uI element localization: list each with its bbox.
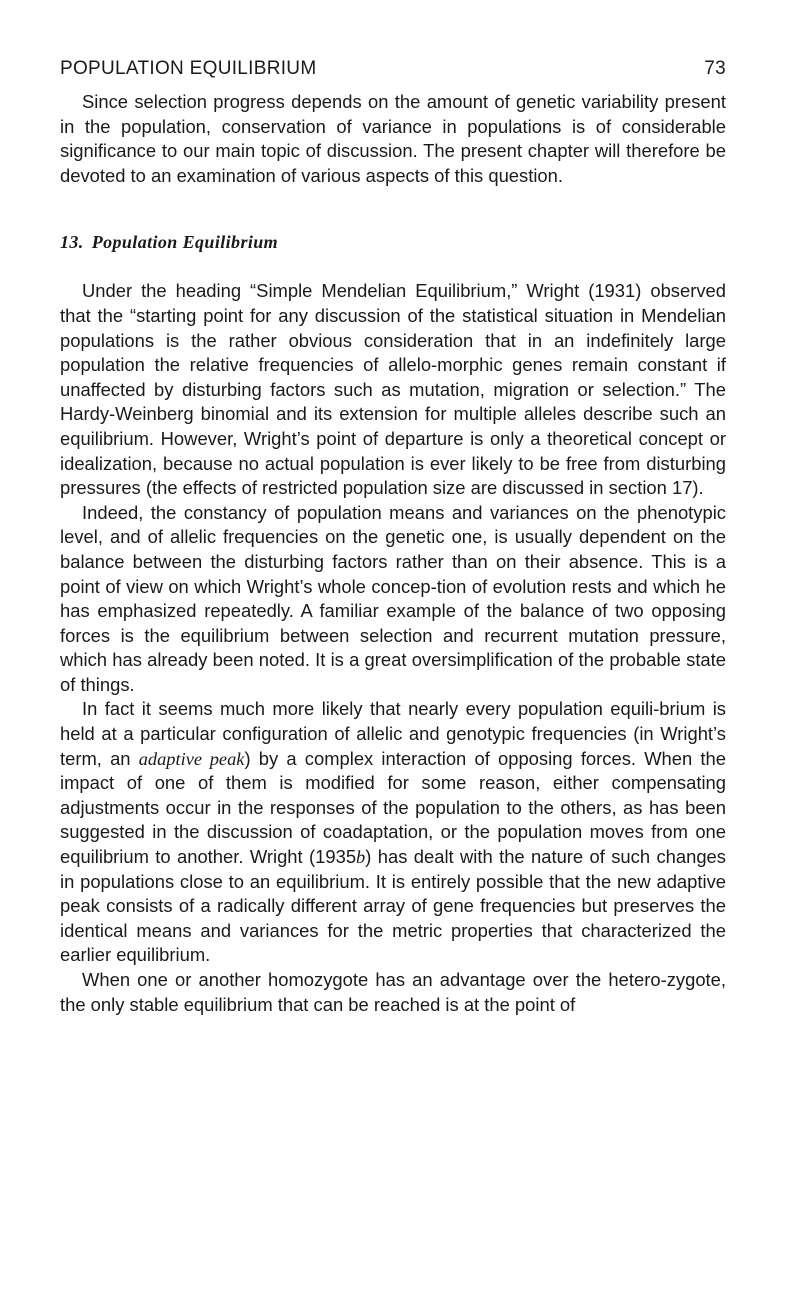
section-number: 13. — [60, 232, 84, 253]
intro-paragraph: Since selection progress depends on the amount of genetic variability present in the population, conservation of variance in populations is of considerable significance to our main topic of discussion. The present chapter will therefore be devoted to an examination of various aspects of this question. — [60, 91, 726, 186]
body-paragraph-2: Indeed, the constancy of population means and variances on the phenotypic level, and of allelic frequencies on the genetic one, is usually dependent on the balance between the disturbing factors rather than on their absence. This is a point of view on which Wright’s whole concep-tion of evolution rests and which he has emphasized repeatedly. A familiar example of the balance of two opposing forces is the equilibrium between selection and recurrent mutation pressure, which has already been noted. It is a great oversimplification of the probable state of things. — [60, 501, 726, 695]
section-title: Population Equilibrium — [91, 232, 279, 253]
book-page — [60, 58, 726, 1017]
running-title: POPULATION EQUILIBRIUM — [60, 58, 317, 79]
paragraph-3-text-c: ) has dealt with the nature of such changes in populations close to an equilibrium. It is entirely possible that the new adaptive peak consists of a radically different array of gene frequencies but preserves the identical means and variances for the metric properties that characterized the earlier equilibrium. — [60, 846, 726, 966]
section-heading — [60, 232, 726, 253]
paragraph-3-text-b: ) by a complex interaction of opposing forces. When the impact of one of them is modified for some reason, either compensating adjustments occur in the responses of the population to the others, as has been suggested in the discussion of coadaptation, or the population moves from one equilibrium to another. Wright (1935 — [60, 747, 726, 868]
body-paragraph-1: Under the heading “Simple Mendelian Equilibrium,” Wright (1931) observed that the “starting point for any discussion of the statistical situation in Mendelian populations is the rather obvious consideration that in an indefinitely large population the relative frequencies of allelo-morphic genes remain constant if unaffected by disturbing factors such as mutation, migration or selection.” The Hardy-Weinberg binomial and its extension for multiple alleles describe such an equilibrium. However, Wright’s point of departure is only a theoretical concept or idealization, because no actual population is ever likely to be free from disturbing pressures (the effects of restricted population size are discussed in section 17). — [60, 280, 726, 499]
body-paragraph-3 — [60, 697, 726, 968]
running-head — [60, 58, 726, 80]
body-paragraph-4: When one or another homozygote has an advantage over the hetero-zygote, the only stable equilibrium that can be reached is at the point of — [60, 969, 726, 1015]
paragraph-3-text-a: In fact it seems much more likely that nearly every population equili-brium is held at a particular configuration of allelic and genotypic frequencies (in Wright’s term, an — [60, 698, 726, 769]
adaptive-peak-term: adaptive peak — [138, 748, 245, 769]
citation-suffix: b — [356, 847, 366, 868]
page-number: 73 — [704, 58, 726, 79]
